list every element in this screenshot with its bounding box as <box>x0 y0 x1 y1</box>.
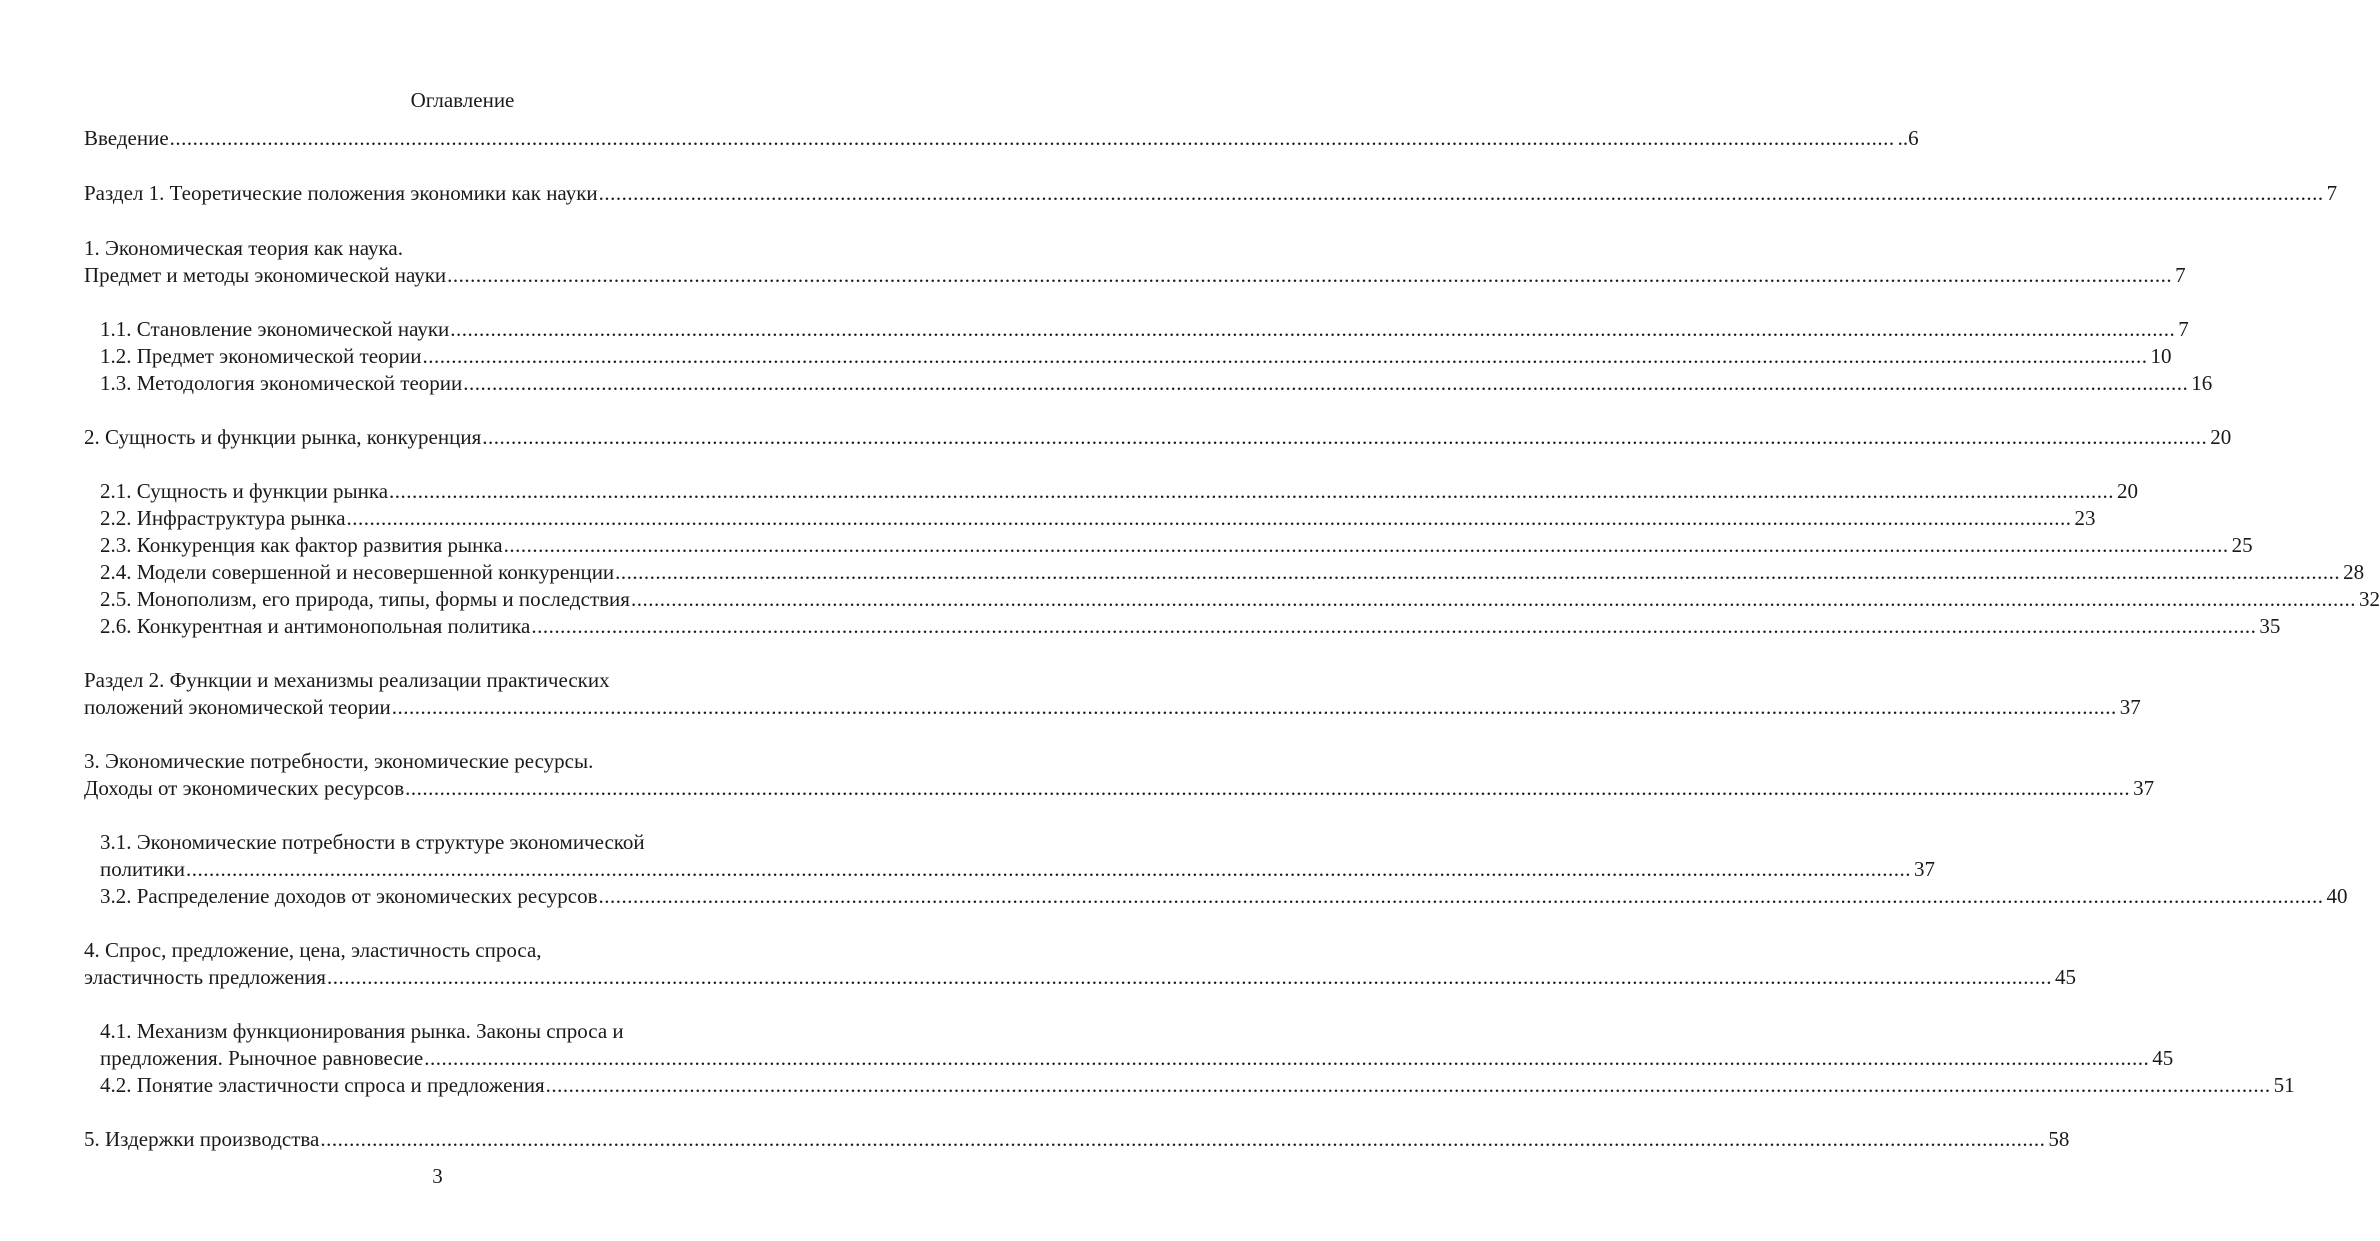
toc-entry-title: 2.3. Конкуренция как фактор развития рынка <box>100 533 503 557</box>
toc-entry <box>100 370 2213 397</box>
toc-entry-title: 4.2. Понятие эластичности спроса и предложения <box>100 1073 545 1097</box>
toc-entry <box>84 667 791 694</box>
toc-dot-leader: ............................................................................................................................................................................................................................................................................................................ <box>450 317 2176 341</box>
toc-entry-title: 2.2. Инфраструктура рынка <box>100 506 346 530</box>
toc-entry <box>84 775 2155 802</box>
toc-entry-page: 7 <box>2326 181 2338 205</box>
toc-entry <box>100 478 2139 505</box>
toc-entry-title: 4.1. Механизм функционирования рынка. Законы спроса и <box>100 1019 624 1043</box>
toc-entry <box>100 343 2172 370</box>
toc-entry-page: 20 <box>2117 479 2139 503</box>
toc-entry <box>84 262 2186 289</box>
toc-entry-title: 1.3. Методология экономической теории <box>100 371 463 395</box>
toc-entry <box>100 829 791 856</box>
toc-entry-page: 51 <box>2273 1073 2295 1097</box>
toc-dot-leader: ............................................................................................................................................................................................................................................................................................................ <box>615 560 2341 584</box>
toc-entry <box>100 586 2380 613</box>
toc-dot-leader: ............................................................................................................................................................................................................................................................................................................ <box>346 506 2072 530</box>
toc-entry-title: Предмет и методы экономической науки <box>84 263 447 287</box>
toc-entry-page: 16 <box>2191 371 2213 395</box>
toc-dot-leader: ............................................................................................................................................................................................................................................................................................................ <box>531 614 2257 638</box>
toc-dot-leader: ............................................................................................................................................................................................................................................................................................................ <box>320 1127 2046 1151</box>
toc-entry <box>100 613 2281 640</box>
toc-entry-page: 37 <box>2133 776 2155 800</box>
toc-entry <box>100 505 2096 532</box>
toc-entry-title: 5. Издержки производства <box>84 1127 320 1151</box>
toc-entry <box>84 1126 2070 1153</box>
page-number: 3 <box>432 1164 443 1188</box>
toc-entry-title: эластичность предложения <box>84 965 326 989</box>
toc-entry-title: 2.5. Монополизм, его природа, типы, формы и последствия <box>100 587 630 611</box>
toc-entry <box>84 424 2232 451</box>
toc-entry-page: 37 <box>2119 695 2141 719</box>
toc-entry-title: 2.6. Конкурентная и антимонопольная политика <box>100 614 531 638</box>
toc-entry-page: 7 <box>2175 263 2186 287</box>
toc-entry-page: 28 <box>2343 560 2365 584</box>
toc-dot-leader: ............................................................................................................................................................................................................................................................................................................ <box>630 587 2356 611</box>
toc-entry-page: 10 <box>2150 344 2172 368</box>
toc-dot-leader: ............................................................................................................................................................................................................................................................................................................ <box>389 479 2115 503</box>
toc-dot-leader: ............................................................................................................................................................................................................................................................................................................ <box>405 776 2131 800</box>
toc-entry <box>84 235 791 262</box>
toc-entry-title: 3.1. Экономические потребности в структуре экономической <box>100 830 645 854</box>
toc-entry-title: 2.1. Сущность и функции рынка <box>100 479 389 503</box>
toc-dot-leader: ............................................................................................................................................................................................................................................................................................................ <box>447 263 2173 287</box>
toc-entry-page: 32 <box>2358 587 2380 611</box>
toc-dot-leader: ............................................................................................................................................................................................................................................................................................................ <box>463 371 2189 395</box>
toc-entry-title: Раздел 2. Функции и механизмы реализации практических <box>84 668 610 692</box>
toc-entry-title: 4. Спрос, предложение, цена, эластичность спроса, <box>84 938 542 962</box>
toc-entry-title: Введение <box>84 126 169 150</box>
toc-entry-title: 2. Сущность и функции рынка, конкуренция <box>84 425 482 449</box>
toc-entry <box>100 1072 2295 1099</box>
toc-entry <box>84 937 791 964</box>
toc-entry <box>84 694 2141 721</box>
toc-dot-leader: ............................................................................................................................................................................................................................................................................................................ <box>326 965 2052 989</box>
toc-entry-title: 1.1. Становление экономической науки <box>100 317 450 341</box>
toc-entry-title: 3.2. Распределение доходов от экономических ресурсов <box>100 884 598 908</box>
toc-dot-leader: ............................................................................................................................................................................................................................................................................................................ <box>424 1046 2150 1070</box>
toc-entry <box>84 964 2076 991</box>
toc-entry-title: политики <box>100 857 186 881</box>
toc-entry <box>84 748 791 775</box>
toc-entry <box>84 180 2338 207</box>
toc-entry-title: 2.4. Модели совершенной и несовершенной конкуренции <box>100 560 615 584</box>
toc-entry-title: 3. Экономические потребности, экономические ресурсы. <box>84 749 594 773</box>
toc-dot-leader: ............................................................................................................................................................................................................................................................................................................ <box>169 126 1895 150</box>
toc-entry-page: 20 <box>2210 425 2232 449</box>
toc-entry-page: 7 <box>2178 317 2189 341</box>
toc-entry-page: 35 <box>2259 614 2281 638</box>
toc-entry-page: 23 <box>2074 506 2096 530</box>
toc-entry-title: Доходы от экономических ресурсов <box>84 776 405 800</box>
toc-entry <box>100 316 2189 343</box>
toc-entry <box>100 856 1936 883</box>
toc-dot-leader: ............................................................................................................................................................................................................................................................................................................ <box>482 425 2208 449</box>
toc-dot-leader: ............................................................................................................................................................................................................................................................................................................ <box>391 695 2117 719</box>
toc-entry-title: 1.2. Предмет экономической теории <box>100 344 422 368</box>
toc-dot-leader: ............................................................................................................................................................................................................................................................................................................ <box>598 884 2324 908</box>
toc-entry-page: 45 <box>2152 1046 2174 1070</box>
toc-dot-leader: ............................................................................................................................................................................................................................................................................................................ <box>545 1073 2271 1097</box>
toc-dot-leader: ............................................................................................................................................................................................................................................................................................................ <box>503 533 2229 557</box>
toc-entry-page: ..6 <box>1897 126 1919 150</box>
toc-entry-page: 40 <box>2326 884 2348 908</box>
toc-entry-title: 1. Экономическая теория как наука. <box>84 236 403 260</box>
toc-entry-title: положений экономической теории <box>84 695 391 719</box>
toc-dot-leader: ............................................................................................................................................................................................................................................................................................................ <box>186 857 1912 881</box>
toc-entry <box>100 1018 791 1045</box>
toc-entry-page: 37 <box>1914 857 1936 881</box>
toc-dot-leader: ............................................................................................................................................................................................................................................................................................................ <box>598 181 2324 205</box>
toc-entry-page: 25 <box>2231 533 2253 557</box>
toc-entry-title: Раздел 1. Теоретические положения экономики как науки <box>84 181 598 205</box>
toc-entry-page: 58 <box>2048 1127 2070 1151</box>
toc-entry-title: предложения. Рыночное равновесие <box>100 1046 424 1070</box>
toc-entry <box>100 532 2253 559</box>
toc-entry <box>84 125 1919 152</box>
toc-entry-page: 45 <box>2054 965 2076 989</box>
toc-entry <box>100 1045 2174 1072</box>
toc-entry <box>100 883 2348 910</box>
toc-title: Оглавление <box>410 88 515 112</box>
toc-dot-leader: ............................................................................................................................................................................................................................................................................................................ <box>422 344 2148 368</box>
toc-entry <box>100 559 2365 586</box>
